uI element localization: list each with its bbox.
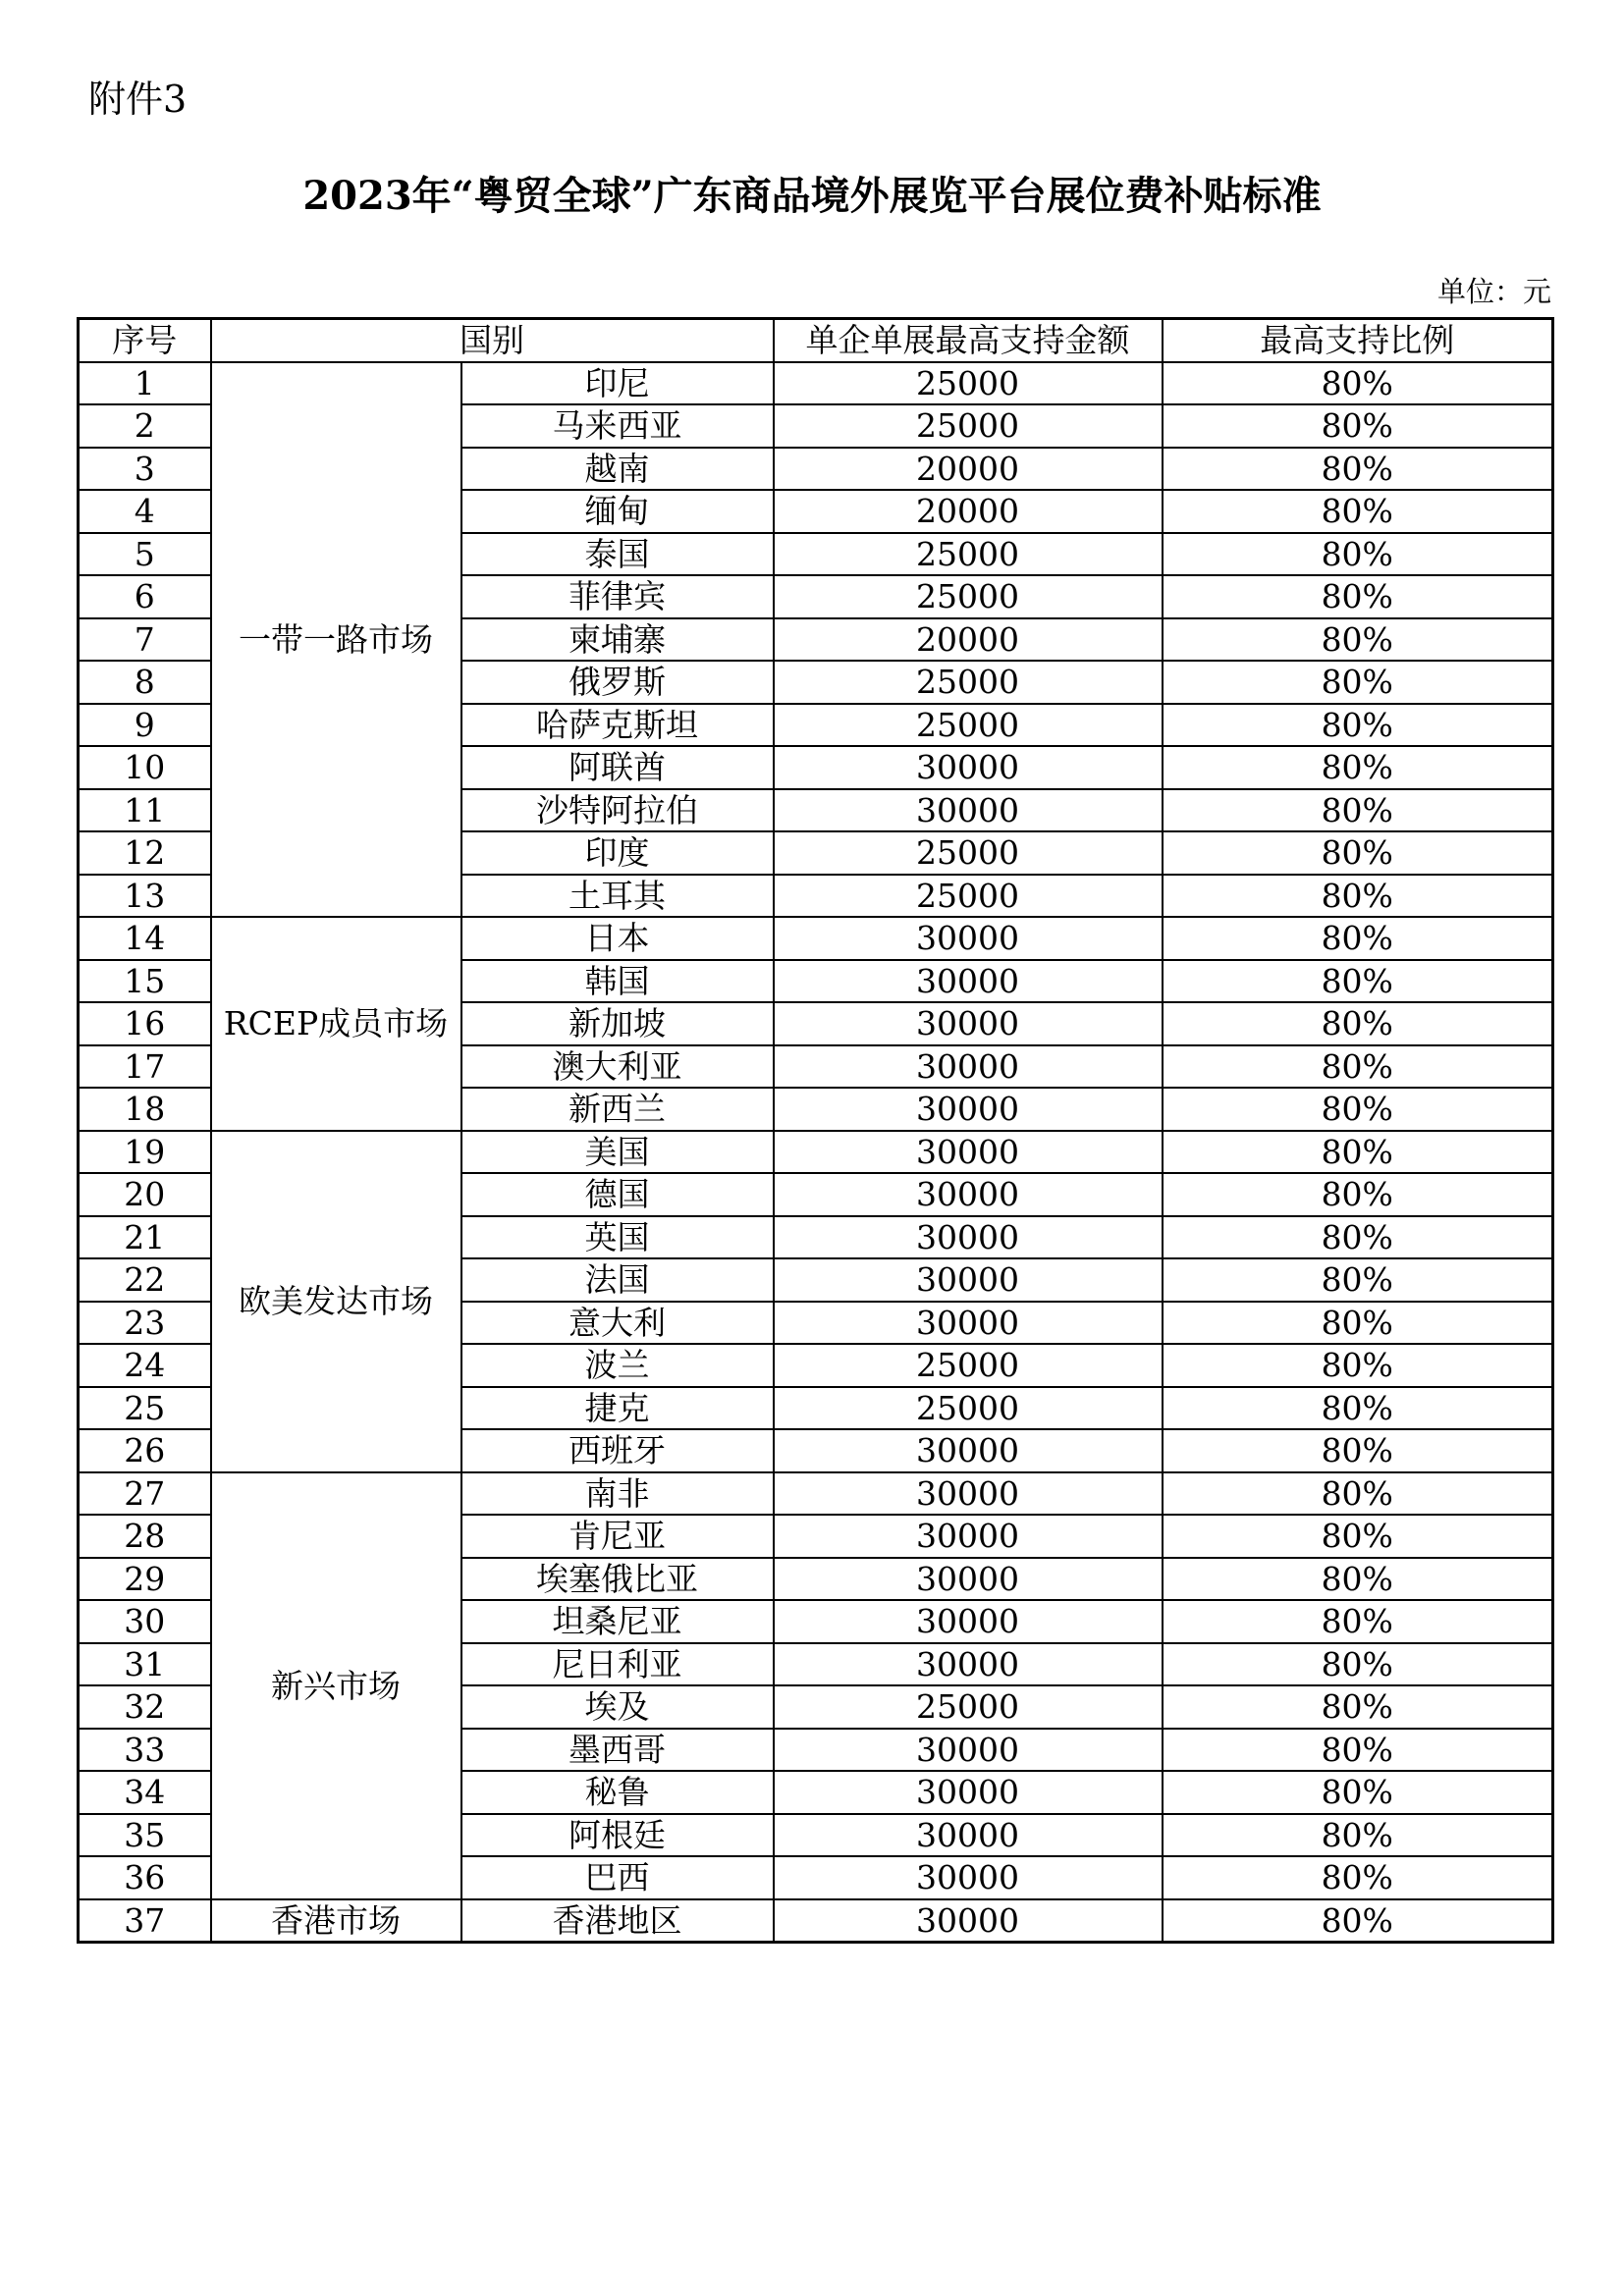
cell-amount: 30000 [774, 1899, 1163, 1943]
cell-amount: 25000 [774, 1685, 1163, 1729]
cell-no: 35 [79, 1814, 211, 1857]
cell-ratio: 80% [1163, 1216, 1553, 1259]
cell-country: 阿联酋 [461, 746, 774, 789]
cell-amount: 30000 [774, 1729, 1163, 1772]
cell-ratio: 80% [1163, 1729, 1553, 1772]
cell-ratio: 80% [1163, 1387, 1553, 1430]
cell-country: 韩国 [461, 960, 774, 1003]
cell-country: 俄罗斯 [461, 661, 774, 704]
cell-no: 34 [79, 1771, 211, 1814]
cell-no: 24 [79, 1344, 211, 1387]
header-ratio: 最高支持比例 [1163, 319, 1553, 362]
header-market: 国别 [211, 319, 774, 362]
cell-amount: 30000 [774, 960, 1163, 1003]
attachment-label: 附件3 [88, 78, 188, 121]
cell-amount: 25000 [774, 533, 1163, 576]
cell-no: 15 [79, 960, 211, 1003]
cell-country: 捷克 [461, 1387, 774, 1430]
table-row [79, 362, 1553, 405]
cell-market: 一带一路市场 [211, 362, 461, 918]
cell-no: 5 [79, 533, 211, 576]
cell-amount: 30000 [774, 746, 1163, 789]
cell-country: 西班牙 [461, 1429, 774, 1472]
cell-amount: 25000 [774, 1344, 1163, 1387]
cell-no: 3 [79, 448, 211, 491]
cell-ratio: 80% [1163, 1173, 1553, 1216]
cell-no: 2 [79, 404, 211, 448]
cell-amount: 30000 [774, 1045, 1163, 1089]
cell-ratio: 80% [1163, 618, 1553, 662]
header-no: 序号 [79, 319, 211, 362]
cell-amount: 25000 [774, 661, 1163, 704]
cell-no: 26 [79, 1429, 211, 1472]
cell-no: 12 [79, 831, 211, 875]
cell-country: 巴西 [461, 1856, 774, 1899]
cell-no: 22 [79, 1258, 211, 1302]
cell-amount: 30000 [774, 917, 1163, 960]
cell-country: 哈萨克斯坦 [461, 704, 774, 747]
cell-ratio: 80% [1163, 1814, 1553, 1857]
cell-country: 阿根廷 [461, 1814, 774, 1857]
cell-ratio: 80% [1163, 1088, 1553, 1131]
cell-country: 美国 [461, 1131, 774, 1174]
table-body [79, 362, 1553, 1943]
cell-no: 30 [79, 1600, 211, 1643]
cell-ratio: 80% [1163, 1600, 1553, 1643]
cell-ratio: 80% [1163, 661, 1553, 704]
cell-country: 缅甸 [461, 490, 774, 533]
cell-amount: 25000 [774, 831, 1163, 875]
cell-amount: 30000 [774, 1472, 1163, 1516]
cell-no: 29 [79, 1558, 211, 1601]
cell-amount: 25000 [774, 704, 1163, 747]
cell-market: 欧美发达市场 [211, 1131, 461, 1472]
subsidy-table [77, 317, 1554, 1944]
cell-no: 27 [79, 1472, 211, 1516]
cell-no: 11 [79, 789, 211, 832]
cell-country: 土耳其 [461, 875, 774, 918]
cell-no: 10 [79, 746, 211, 789]
document-title: 2023年“粤贸全球”广东商品境外展览平台展位费补贴标准 [302, 173, 1322, 219]
cell-country: 南非 [461, 1472, 774, 1516]
cell-market: 香港市场 [211, 1899, 461, 1943]
cell-ratio: 80% [1163, 404, 1553, 448]
cell-country: 马来西亚 [461, 404, 774, 448]
cell-ratio: 80% [1163, 704, 1553, 747]
cell-ratio: 80% [1163, 1045, 1553, 1089]
cell-no: 8 [79, 661, 211, 704]
cell-country: 印尼 [461, 362, 774, 405]
cell-country: 坦桑尼亚 [461, 1600, 774, 1643]
cell-amount: 30000 [774, 1258, 1163, 1302]
cell-no: 7 [79, 618, 211, 662]
cell-no: 6 [79, 575, 211, 618]
cell-country: 新加坡 [461, 1002, 774, 1045]
cell-ratio: 80% [1163, 490, 1553, 533]
cell-no: 28 [79, 1515, 211, 1558]
cell-ratio: 80% [1163, 533, 1553, 576]
cell-amount: 30000 [774, 1302, 1163, 1345]
cell-no: 33 [79, 1729, 211, 1772]
cell-amount: 30000 [774, 1216, 1163, 1259]
cell-country: 法国 [461, 1258, 774, 1302]
cell-ratio: 80% [1163, 789, 1553, 832]
cell-ratio: 80% [1163, 1643, 1553, 1686]
cell-market: 新兴市场 [211, 1472, 461, 1899]
header-amount: 单企单展最高支持金额 [774, 319, 1163, 362]
cell-ratio: 80% [1163, 1002, 1553, 1045]
cell-no: 23 [79, 1302, 211, 1345]
cell-country: 波兰 [461, 1344, 774, 1387]
cell-no: 16 [79, 1002, 211, 1045]
cell-amount: 25000 [774, 1387, 1163, 1430]
cell-ratio: 80% [1163, 831, 1553, 875]
cell-country: 德国 [461, 1173, 774, 1216]
cell-country: 澳大利亚 [461, 1045, 774, 1089]
cell-amount: 20000 [774, 618, 1163, 662]
cell-no: 17 [79, 1045, 211, 1089]
cell-market: RCEP成员市场 [211, 917, 461, 1131]
cell-amount: 30000 [774, 789, 1163, 832]
cell-no: 4 [79, 490, 211, 533]
table-header-row [79, 319, 1553, 362]
cell-amount: 30000 [774, 1814, 1163, 1857]
cell-ratio: 80% [1163, 1258, 1553, 1302]
table-row [79, 1131, 1553, 1174]
cell-amount: 20000 [774, 490, 1163, 533]
cell-no: 1 [79, 362, 211, 405]
cell-country: 柬埔寨 [461, 618, 774, 662]
cell-country: 埃塞俄比亚 [461, 1558, 774, 1601]
cell-ratio: 80% [1163, 917, 1553, 960]
cell-country: 英国 [461, 1216, 774, 1259]
cell-ratio: 80% [1163, 1344, 1553, 1387]
cell-amount: 25000 [774, 575, 1163, 618]
cell-country: 越南 [461, 448, 774, 491]
cell-no: 20 [79, 1173, 211, 1216]
cell-no: 13 [79, 875, 211, 918]
cell-ratio: 80% [1163, 448, 1553, 491]
cell-no: 37 [79, 1899, 211, 1943]
table-row [79, 917, 1553, 960]
cell-country: 尼日利亚 [461, 1643, 774, 1686]
cell-amount: 25000 [774, 875, 1163, 918]
cell-no: 21 [79, 1216, 211, 1259]
cell-ratio: 80% [1163, 1515, 1553, 1558]
cell-ratio: 80% [1163, 1899, 1553, 1943]
cell-ratio: 80% [1163, 1558, 1553, 1601]
cell-country: 泰国 [461, 533, 774, 576]
cell-ratio: 80% [1163, 1472, 1553, 1516]
cell-amount: 30000 [774, 1600, 1163, 1643]
cell-country: 香港地区 [461, 1899, 774, 1943]
cell-amount: 25000 [774, 404, 1163, 448]
table-row [79, 1472, 1553, 1516]
cell-no: 31 [79, 1643, 211, 1686]
cell-amount: 30000 [774, 1429, 1163, 1472]
cell-ratio: 80% [1163, 875, 1553, 918]
cell-amount: 20000 [774, 448, 1163, 491]
cell-amount: 30000 [774, 1173, 1163, 1216]
cell-country: 新西兰 [461, 1088, 774, 1131]
cell-ratio: 80% [1163, 1131, 1553, 1174]
cell-no: 9 [79, 704, 211, 747]
cell-no: 19 [79, 1131, 211, 1174]
cell-amount: 30000 [774, 1558, 1163, 1601]
cell-amount: 30000 [774, 1856, 1163, 1899]
cell-ratio: 80% [1163, 1429, 1553, 1472]
cell-ratio: 80% [1163, 1685, 1553, 1729]
cell-no: 14 [79, 917, 211, 960]
cell-ratio: 80% [1163, 1856, 1553, 1899]
cell-country: 墨西哥 [461, 1729, 774, 1772]
cell-no: 25 [79, 1387, 211, 1430]
cell-amount: 30000 [774, 1088, 1163, 1131]
cell-amount: 30000 [774, 1131, 1163, 1174]
cell-country: 秘鲁 [461, 1771, 774, 1814]
cell-country: 沙特阿拉伯 [461, 789, 774, 832]
cell-amount: 30000 [774, 1002, 1163, 1045]
cell-ratio: 80% [1163, 746, 1553, 789]
unit-label: 单位：元 [1436, 275, 1551, 308]
cell-amount: 25000 [774, 362, 1163, 405]
cell-ratio: 80% [1163, 960, 1553, 1003]
cell-no: 36 [79, 1856, 211, 1899]
cell-country: 肯尼亚 [461, 1515, 774, 1558]
cell-country: 日本 [461, 917, 774, 960]
cell-ratio: 80% [1163, 1302, 1553, 1345]
cell-ratio: 80% [1163, 362, 1553, 405]
cell-country: 意大利 [461, 1302, 774, 1345]
cell-ratio: 80% [1163, 575, 1553, 618]
cell-country: 菲律宾 [461, 575, 774, 618]
cell-amount: 30000 [774, 1771, 1163, 1814]
cell-no: 32 [79, 1685, 211, 1729]
cell-no: 18 [79, 1088, 211, 1131]
cell-ratio: 80% [1163, 1771, 1553, 1814]
cell-country: 印度 [461, 831, 774, 875]
table-row [79, 1899, 1553, 1943]
cell-country: 埃及 [461, 1685, 774, 1729]
cell-amount: 30000 [774, 1643, 1163, 1686]
cell-amount: 30000 [774, 1515, 1163, 1558]
